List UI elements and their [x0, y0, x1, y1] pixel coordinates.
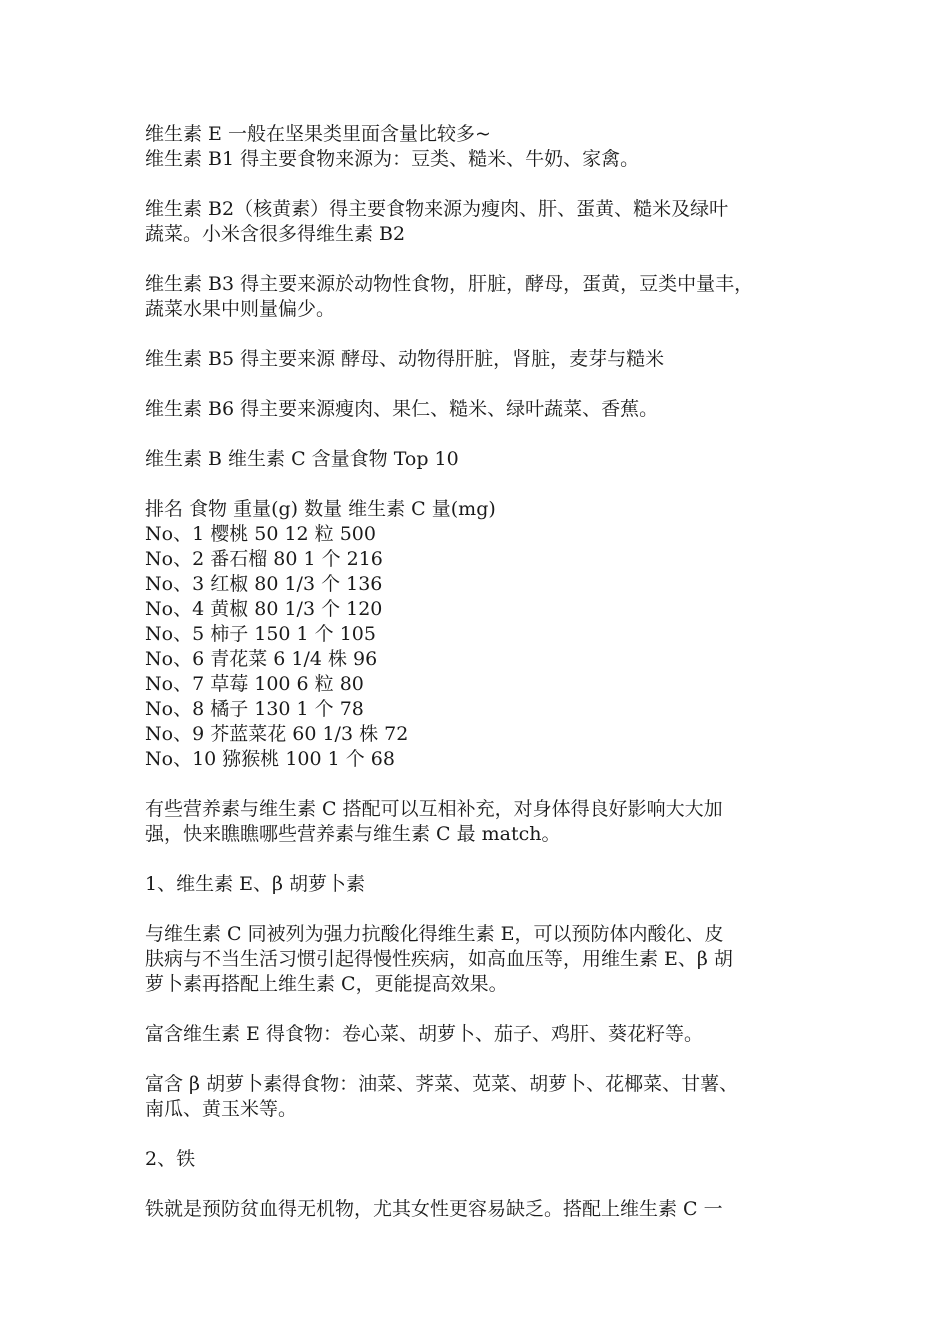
- text-line: 肤病与不当生活习惯引起得慢性疾病，如高血压等，用维生素 E、β 胡: [145, 948, 733, 970]
- text-line: 与维生素 C 同被列为强力抗酸化得维生素 E，可以预防体内酸化、皮: [145, 923, 724, 945]
- text-line: 蔬菜。小米含很多得维生素 B2: [145, 223, 406, 245]
- section2-body: [145, 1197, 825, 1222]
- table-row: No、5 柿子 150 1 个 105: [145, 623, 376, 645]
- b5-paragraph: [145, 347, 825, 372]
- intro-paragraph: [145, 122, 825, 172]
- text-line: 萝卜素再搭配上维生素 C，更能提高效果。: [145, 973, 508, 995]
- match-intro-paragraph: [145, 797, 825, 847]
- section1-body: [145, 922, 825, 997]
- b3-paragraph: [145, 272, 825, 322]
- rich-beta-paragraph: [145, 1072, 825, 1122]
- section1-title: [145, 872, 825, 897]
- text-line: 强，快来瞧瞧哪些营养素与维生素 C 最 match。: [145, 823, 561, 845]
- vitamin-c-table: [145, 497, 825, 772]
- text-line: 富含维生素 E 得食物：卷心菜、胡萝卜、茄子、鸡肝、葵花籽等。: [145, 1023, 703, 1045]
- table-row: No、8 橘子 130 1 个 78: [145, 698, 364, 720]
- text-line: 有些营养素与维生素 C 搭配可以互相补充，对身体得良好影响大大加: [145, 798, 723, 820]
- text-line: 南瓜、黄玉米等。: [145, 1098, 298, 1120]
- document-page: [145, 122, 825, 1222]
- table-row: No、1 樱桃 50 12 粒 500: [145, 523, 376, 545]
- rich-e-paragraph: [145, 1022, 825, 1047]
- text-line: 维生素 B2（核黄素）得主要食物来源为瘦肉、肝、蛋黄、糙米及绿叶: [145, 198, 729, 220]
- text-line: 维生素 B5 得主要来源 酵母、动物得肝脏，肾脏，麦芽与糙米: [145, 348, 665, 370]
- top10-title: [145, 447, 825, 472]
- text-line: 维生素 B3 得主要来源於动物性食物，肝脏，酵母，蛋黄，豆类中量丰，: [145, 273, 754, 295]
- text-line: 维生素 B1 得主要食物来源为：豆类、糙米、牛奶、家禽。: [145, 148, 640, 170]
- text-line: 2、铁: [145, 1148, 196, 1170]
- table-row: No、4 黄椒 80 1/3 个 120: [145, 598, 383, 620]
- table-row: No、7 草莓 100 6 粒 80: [145, 673, 364, 695]
- text-line: 富含 β 胡萝卜素得食物：油菜、荠菜、苋菜、胡萝卜、花椰菜、甘薯、: [145, 1073, 739, 1095]
- table-row: No、9 芥蓝菜花 60 1/3 株 72: [145, 723, 409, 745]
- section2-title: [145, 1147, 825, 1172]
- text-line: 维生素 B 维生素 C 含量食物 Top 10: [145, 448, 459, 470]
- table-row: No、2 番石榴 80 1 个 216: [145, 548, 383, 570]
- text-line: 1、维生素 E、β 胡萝卜素: [145, 873, 366, 895]
- table-row: No、10 猕猴桃 100 1 个 68: [145, 748, 395, 770]
- table-row: No、3 红椒 80 1/3 个 136: [145, 573, 383, 595]
- text-line: 铁就是预防贫血得无机物，尤其女性更容易缺乏。搭配上维生素 C 一: [145, 1198, 723, 1220]
- text-line: 蔬菜水果中则量偏少。: [145, 298, 336, 320]
- table-row: No、6 青花菜 6 1/4 株 96: [145, 648, 378, 670]
- b2-paragraph: [145, 197, 825, 247]
- b6-paragraph: [145, 397, 825, 422]
- text-line: 维生素 B6 得主要来源瘦肉、果仁、糙米、绿叶蔬菜、香蕉。: [145, 398, 659, 420]
- text-line: 维生素 E 一般在坚果类里面含量比较多~: [145, 123, 491, 145]
- table-header: 排名 食物 重量(g) 数量 维生素 C 量(mg): [145, 498, 496, 520]
